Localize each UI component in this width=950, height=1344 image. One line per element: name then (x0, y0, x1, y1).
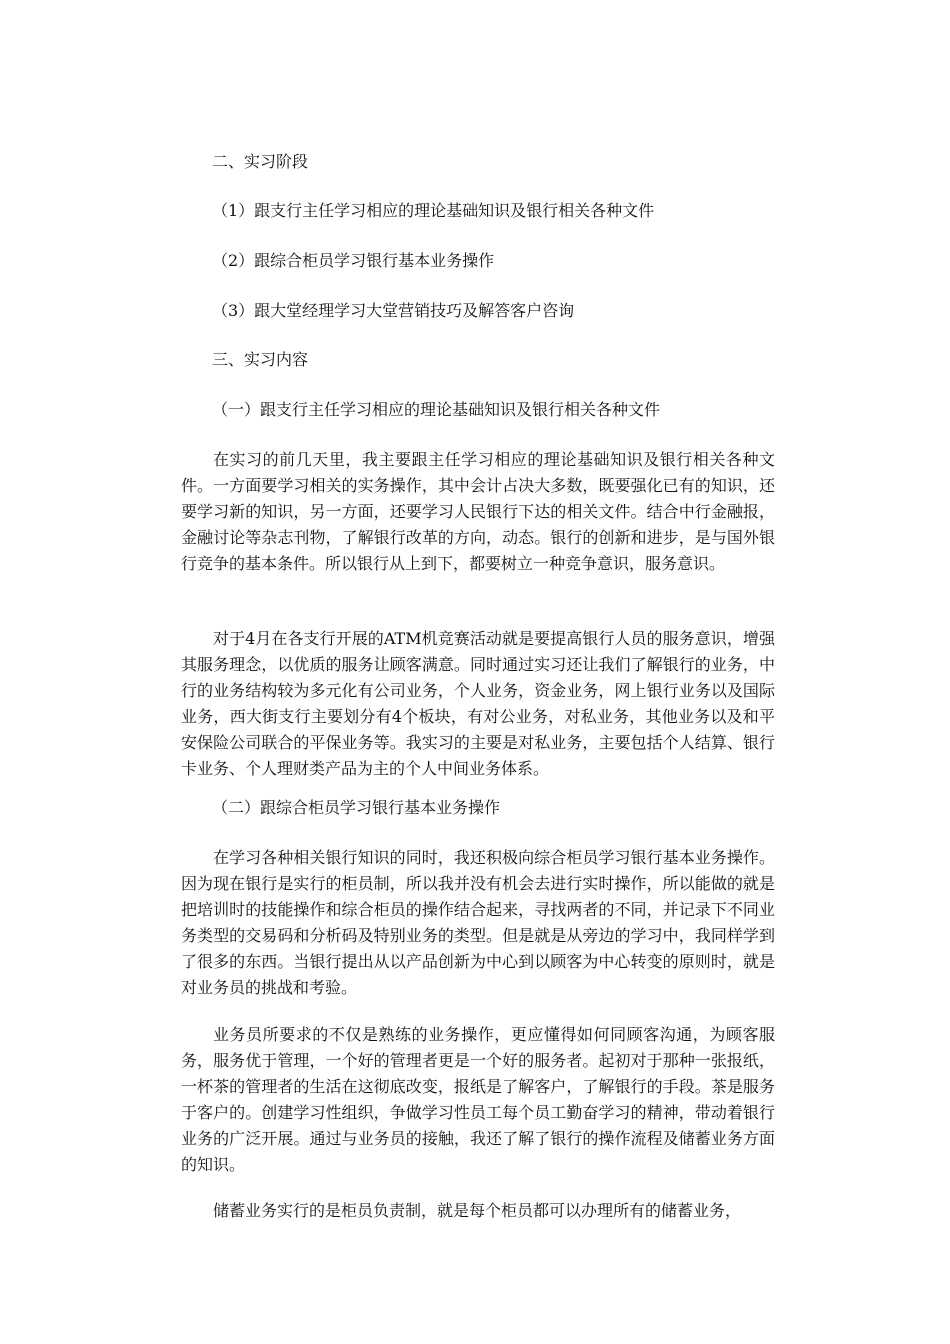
paragraph-3: 在学习各种相关银行知识的同时，我还积极向综合柜员学习银行基本业务操作。因为现在银行是实行的柜员制，所以我并没有机会去进行实时操作，所以能做的就是把培训时的技能操作和综合柜员的操作结合起来，寻找两者的不同，并记录下不同业务类型的交易码和分析码及特别业务的类型。但是就是从旁边的学习中，我同样学到了很多的东西。当银行提出从以产品创新为中心到以顾客为中心转变的原则时，就是对业务员的挑战和考验。 (181, 848, 775, 997)
subheading-1: （一）跟支行主任学习相应的理论基础知识及银行相关各种文件 (212, 400, 661, 419)
stage-item-2: （2）跟综合柜员学习银行基本业务操作 (212, 251, 495, 270)
paragraph-4: 业务员所要求的不仅是熟练的业务操作，更应懂得如何同顾客沟通，为顾客服务，服务优于管理，一个好的管理者更是一个好的服务者。起初对于那种一张报纸，一杯茶的管理者的生活在这彻底改变，报纸是了解客户，了解银行的手段。茶是服务于客户的。创建学习性组织，争做学习性员工每个员工勤奋学习的精神，带动着银行业务的广泛开展。通过与业务员的接触，我还了解了银行的操作流程及储蓄业务方面的知识。 (181, 1025, 775, 1174)
heading-internship-stage: 二、实习阶段 (212, 152, 309, 171)
heading-internship-content: 三、实习内容 (212, 350, 309, 369)
paragraph-1: 在实习的前几天里，我主要跟主任学习相应的理论基础知识及银行相关各种文件。一方面要学习相关的实务操作，其中会计占决大多数，既要强化已有的知识，还要学习新的知识，另一方面，还要学习人民银行下达的相关文件。结合中行金融报，金融讨论等杂志刊物，了解银行改革的方向，动态。银行的创新和进步，是与国外银行竞争的基本条件。所以银行从上到下，都要树立一种竞争意识，服务意识。 (181, 450, 775, 573)
stage-item-1: （1）跟支行主任学习相应的理论基础知识及银行相关各种文件 (212, 201, 655, 220)
subheading-2: （二）跟综合柜员学习银行基本业务操作 (212, 798, 501, 817)
paragraph-2: 对于4月在各支行开展的ATM机竞赛活动就是要提高银行人员的服务意识，增强其服务理念，以优质的服务让顾客满意。同时通过实习还让我们了解银行的业务，中行的业务结构较为多元化有公司业务，个人业务，资金业务，网上银行业务以及国际业务，西大街支行主要划分有4个板块，有对公业务，对私业务，其他业务以及和平安保险公司联合的平保业务等。我实习的主要是对私业务，主要包括个人结算、银行卡业务、个人理财类产品为主的个人中间业务体系。 (181, 629, 775, 778)
stage-item-3: （3）跟大堂经理学习大堂营销技巧及解答客户咨询 (212, 301, 575, 320)
paragraph-5: 储蓄业务实行的是柜员负责制，就是每个柜员都可以办理所有的储蓄业务， (213, 1201, 742, 1220)
